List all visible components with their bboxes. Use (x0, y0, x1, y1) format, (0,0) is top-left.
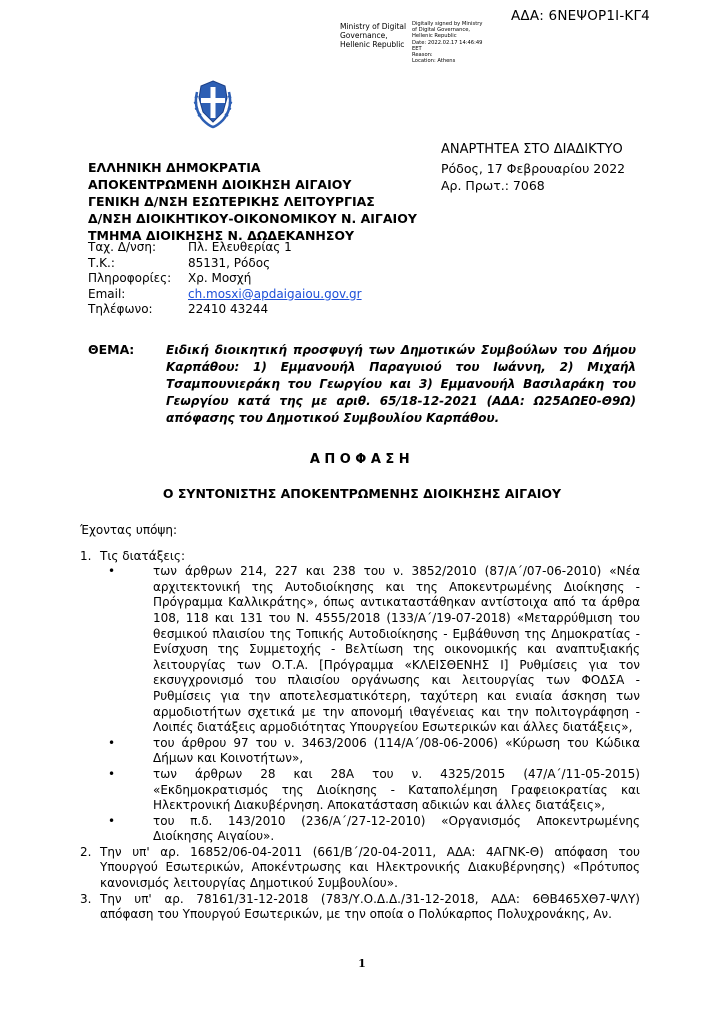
item-number: 2. (80, 844, 92, 859)
item-number: 3. (80, 891, 92, 906)
bullet-icon: • (108, 735, 116, 750)
bullet-icon: • (108, 813, 116, 828)
contact-address (88, 240, 362, 256)
issuing-authority-header (88, 159, 417, 244)
signature-line: Ministry of Digital (340, 22, 407, 31)
signature-detail-line: Digitally signed by Ministry (412, 21, 483, 27)
contact-info-person (88, 271, 362, 287)
signature-line: Governance, (340, 31, 388, 40)
document-body (80, 523, 640, 923)
list-item (80, 845, 640, 892)
bullet-icon: • (108, 564, 116, 579)
contact-label: Ταχ. Δ/νση: (88, 240, 157, 254)
contact-value: Πλ. Ελευθερίας 1 (188, 240, 292, 254)
decision-title: ΑΠΟΦΑΣΗ (309, 452, 415, 467)
header-line: Δ/ΝΣΗ ΔΙΟΙΚΗΤΙΚΟΥ-ΟΙΚΟΝΟΜΙΚΟΥ Ν. ΑΙΓΑΙΟΥ (88, 211, 417, 226)
bullet-text: των άρθρων 214, 227 και 238 του ν. 3852/2010 (87/Α΄/07-06-2010) «Νέα αρχιτεκτονική της Αυτοδιοίκησης και της Αποκεντρωμένης Διοίκησης - Πρόγραμμα Καλλικράτης», όπως αντικαταστάθηκαν αντίστοιχα από τα άρθρα 108, 118 και 131 του Ν. 4555/2018 (133/Α΄/19-07-2018) «Μεταρρύθμιση του θεσμικού πλαισίου της Τοπικής Αυτοδιοίκησης - Εμβάθυνση της Δημοκρατίας - Ενίσχυση της Συμμετοχής - Βελτίωση της οικονομικής και αναπτυξιακής λειτουργίας των Ο.Τ.Α. [Πρόγραμμα «ΚΛΕΙΣΘΕΝΗΣ Ι] Ρυθμίσεις για τον εκσυγχρονισμό του πλαισίου οργάνωσης και λειτουργίας των ΦΟΔΣΑ - Ρυθμίσεις για την αποτελεσματικότερη, ταχύτερη και ενιαία άσκηση των αρμοδιοτήτων σχετικά με την απονομή ιθαγένειας και την πολιτογράφηση - Λοιπές διατάξεις αρμοδιότητας Υπουργείου Εσωτερικών και άλλες διατάξεις», (153, 564, 640, 735)
ada-header: ΑΔΑ: 6ΝΕΨΟΡ1Ι-ΚΓ4 (511, 8, 650, 24)
list-item (80, 549, 640, 565)
issuer-title: Ο ΣΥΝΤΟΝΙΣΤΗΣ ΑΠΟΚΕΝΤΡΩΜΕΝΗΣ ΔΙΟΙΚΗΣΗΣ ΑΙΓΑΙΟΥ (162, 486, 562, 501)
bullet-item (100, 564, 640, 736)
contact-label: Τ.Κ.: (88, 255, 115, 270)
header-line: ΤΜΗΜΑ ΔΙΟΙΚΗΣΗΣ Ν. ΔΩΔΕΚΑΝΗΣΟΥ (88, 228, 355, 243)
contact-label: Email: (88, 286, 126, 301)
bullet-item (100, 767, 640, 814)
signature-detail-line: of Digital Governance, (412, 27, 471, 34)
bullet-item (100, 736, 640, 767)
signature-line: Hellenic Republic (340, 40, 405, 49)
subject-label: ΘΕΜΑ: (88, 342, 135, 357)
signature-detail-line: Reason: (412, 52, 433, 59)
signature-detail-line: Hellenic Republic (412, 33, 457, 40)
bullet-text: του π.δ. 143/2010 (236/Α΄/27-12-2010) «Οργανισμός Αποκεντρωμένης Διοίκησης Αιγαίου». (153, 813, 640, 844)
bullet-item (100, 814, 640, 845)
greek-emblem-icon (189, 78, 237, 130)
bullet-text: του άρθρου 97 του ν. 3463/2006 (114/Α΄/08-06-2006) «Κύρωση του Κώδικα Δήμων και Κοινοτήτων», (153, 735, 640, 766)
contact-email (88, 287, 362, 303)
intro-text: Έχοντας υπόψη: (80, 523, 177, 537)
contact-phone (88, 302, 362, 318)
page-number: 1 (358, 957, 366, 970)
protocol-number: Αρ. Πρωτ.: 7068 (441, 178, 545, 193)
list-item (80, 892, 640, 923)
contact-label: Τηλέφωνο: (88, 302, 153, 316)
contact-value: 22410 43244 (188, 302, 269, 316)
contact-value: 85131, Ρόδος (188, 255, 271, 270)
email-link[interactable]: ch.mosxi@apdaigaiou.gov.gr (188, 286, 362, 301)
contact-value: Χρ. Μοσχή (188, 271, 252, 285)
header-line: ΓΕΝΙΚΗ Δ/ΝΣΗ ΕΣΩΤΕΡΙΚΗΣ ΛΕΙΤΟΥΡΓΙΑΣ (88, 194, 375, 209)
posting-notice: ΑΝΑΡΤΗΤΕΑ ΣΤΟ ΔΙΑΔΙΚΤΥΟ (441, 142, 623, 157)
signature-issuer (340, 22, 410, 49)
bullet-icon: • (108, 766, 116, 781)
date-and-protocol (441, 160, 625, 194)
contact-label: Πληροφορίες: (88, 271, 172, 285)
item-text: Την υπ' αρ. 16852/06-04-2011 (661/Β΄/20-04-2011, ΑΔΑ: 4ΑΓΝΚ-Θ) απόφαση του Υπουργού Εσωτερικών, Αποκέντρωσης και Ηλεκτρονικής Διακυβέρνησης) «Πρότυπος κανονισμός λειτουργίας Δημοτικού Συμβουλίου». (100, 844, 640, 891)
signature-detail-line: Date: 2022.02.17 14:46:49 (412, 39, 483, 46)
item-text: Τις διατάξεις: (100, 548, 186, 563)
contact-postcode (88, 256, 362, 272)
item-number: 1. (80, 548, 92, 563)
signature-detail-line: Location: Athens (412, 58, 456, 65)
signature-details (412, 21, 500, 64)
subject-text: Ειδική διοικητική προσφυγή των Δημοτικών Συμβούλων του Δήμου Καρπάθου: 1) Εμμανουήλ Παραγυιού του Ιωάννη, 2) Μιχαήλ Τσαμπουνιεράκη του Γεωργίου και 3) Εμμανουήλ Βασιλαράκη του Γεωργίου κατά της με αριθ. 65/18-12-2021 (ΑΔΑ: Ω25ΑΩΕ0-Θ9Ω) απόφασης του Δημοτικού Συμβουλίου Καρπάθου. (166, 343, 636, 425)
header-line: ΕΛΛΗΝΙΚΗ ΔΗΜΟΚΡΑΤΙΑ (88, 160, 261, 175)
contact-block (88, 240, 362, 318)
place-date: Ρόδος, 17 Φεβρουαρίου 2022 (441, 161, 626, 176)
item-text: Την υπ' αρ. 78161/31-12-2018 (783/Υ.Ο.Δ.Δ./31-12-2018, ΑΔΑ: 6ΘΒ465ΧΘ7-ΨΛΥ) απόφαση του Υπουργού Εσωτερικών, με την οποία ο Πολύκαρπος Πολυχρονάκης, Αν. (100, 891, 640, 922)
signature-detail-line: EET (412, 45, 422, 52)
header-line: ΑΠΟΚΕΝΤΡΩΜΕΝΗ ΔΙΟΙΚΗΣΗ ΑΙΓΑΙΟΥ (88, 177, 352, 192)
bullet-text: των άρθρων 28 και 28Α του ν. 4325/2015 (47/Α΄/11-05-2015) «Εκδημοκρατισμός της Διοίκησης - Καταπολέμηση Γραφειοκρατίας και Ηλεκτρονική Διακυβέρνηση. Αποκατάσταση αδικιών και άλλες διατάξεις», (153, 766, 640, 813)
